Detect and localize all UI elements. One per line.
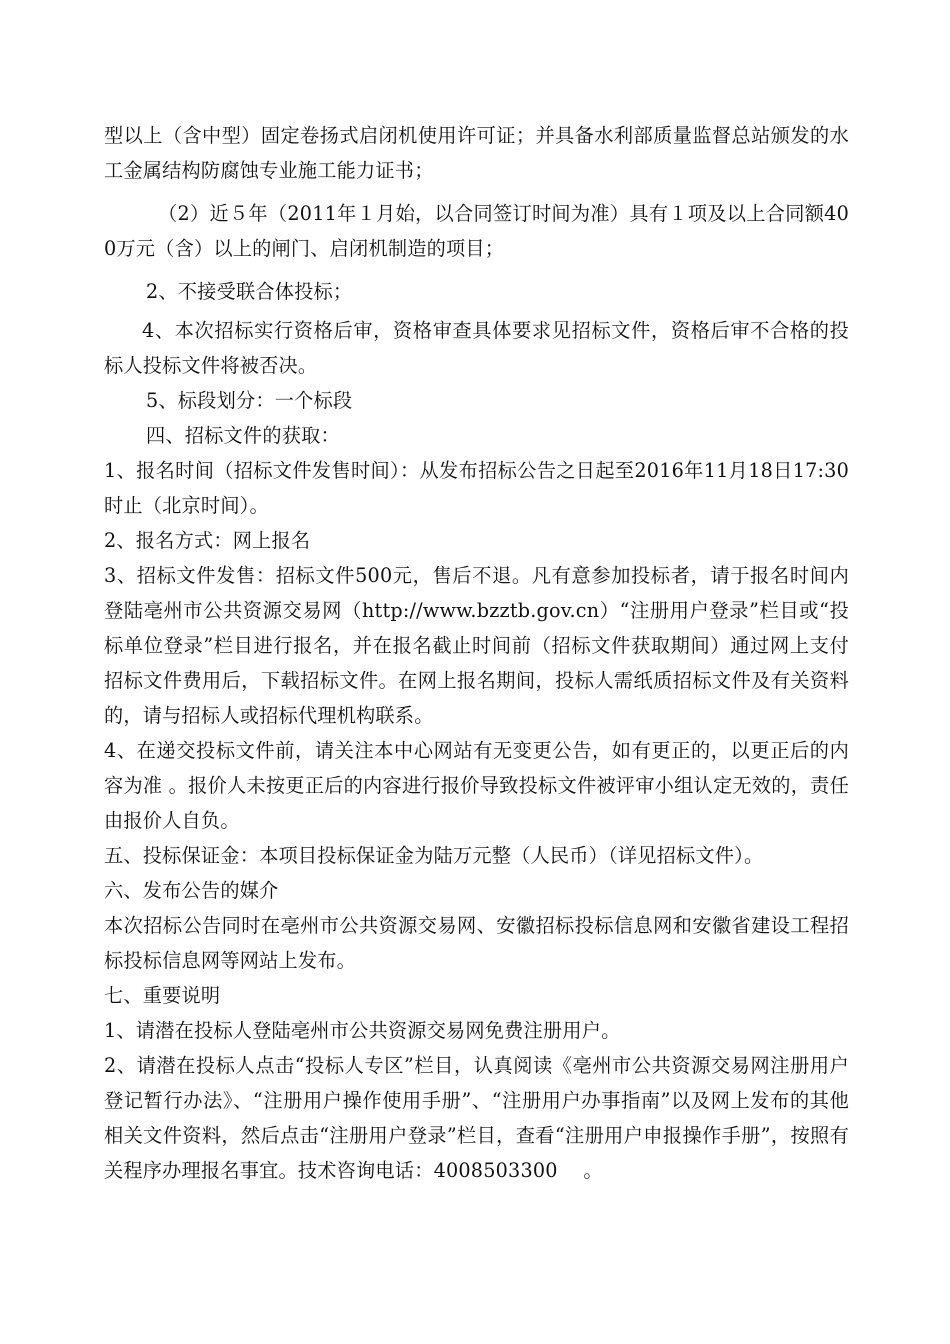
paragraph-change-notice: 4、在递交投标文件前，请关注本中心网站有无变更公告，如有更正的，以更正后的内容为准 。报价人未按更正后的内容进行报价导致投标文件被评审小组认定无效的，责任由报价人自负。 [104, 739, 849, 832]
paragraph-publication-sites: 本次招标公告同时在亳州市公共资源交易网、安徽招标投标信息网和安徽省建设工程招标投标信息网等网站上发布。 [104, 914, 849, 972]
section-heading-bid-bond: 五、投标保证金：本项目投标保证金为陆万元整（人民币）（详见招标文件）。 [104, 844, 764, 867]
paragraph-free-registration: 1、请潜在投标人登陆亳州市公共资源交易网免费注册用户。 [104, 1019, 621, 1042]
paragraph-no-consortium: 2、不接受联合体投标； [146, 280, 353, 303]
section-heading-obtain-documents: 四、招标文件的获取： [146, 424, 340, 447]
section-heading-important-notes: 七、重要说明 [104, 984, 221, 1007]
paragraph-performance-requirement: （2）近５年（2011年１月始，以合同签订时间为准）具有１项及以上合同额400万元（含）以上的闸门、启闭机制造的项目； [104, 202, 849, 260]
paragraph-lot-division: 5、标段划分：一个标段 [146, 389, 353, 412]
paragraph-bidder-zone-instructions: 2、请潜在投标人点击“投标人专区”栏目，认真阅读《亳州市公共资源交易网注册用户登记暂行办法》、“注册用户操作使用手册”、“注册用户办事指南”以及网上发布的其他相关文件资料，然后点击“注册用户登录”栏目，查看“注册用户申报操作手册”，按照有关程序办理报名事宜。技术咨询电话：4008503300 。 [104, 1054, 849, 1182]
document-body [104, 118, 849, 1188]
paragraph-registration-time: 1、报名时间（招标文件发售时间）：从发布招标公告之日起至2016年11月18日17:30时止（北京时间）。 [104, 459, 849, 517]
paragraph-registration-method: 2、报名方式：网上报名 [104, 529, 311, 552]
paragraph-qualification-review: 4、本次招标实行资格后审，资格审查具体要求见招标文件，资格后审不合格的投标人投标文件将被否决。 [104, 319, 849, 377]
paragraph-license-requirement: 型以上（含中型）固定卷扬式启闭机使用许可证；并具备水利部质量监督总站颁发的水工金属结构防腐蚀专业施工能力证书； [104, 124, 849, 182]
paragraph-document-sale: 3、招标文件发售：招标文件500元，售后不退。凡有意参加投标者，请于报名时间内登陆亳州市公共资源交易网（http://www.bzztb.gov.cn）“注册用户登录”栏目或“投标单位登录”栏目进行报名，并在报名截止时间前（招标文件获取期间）通过网上支付招标文件费用后，下载招标文件。在网上报名期间，投标人需纸质招标文件及有关资料的，请与招标人或招标代理机构联系。 [104, 564, 849, 727]
section-heading-publication-media: 六、发布公告的媒介 [104, 879, 279, 902]
